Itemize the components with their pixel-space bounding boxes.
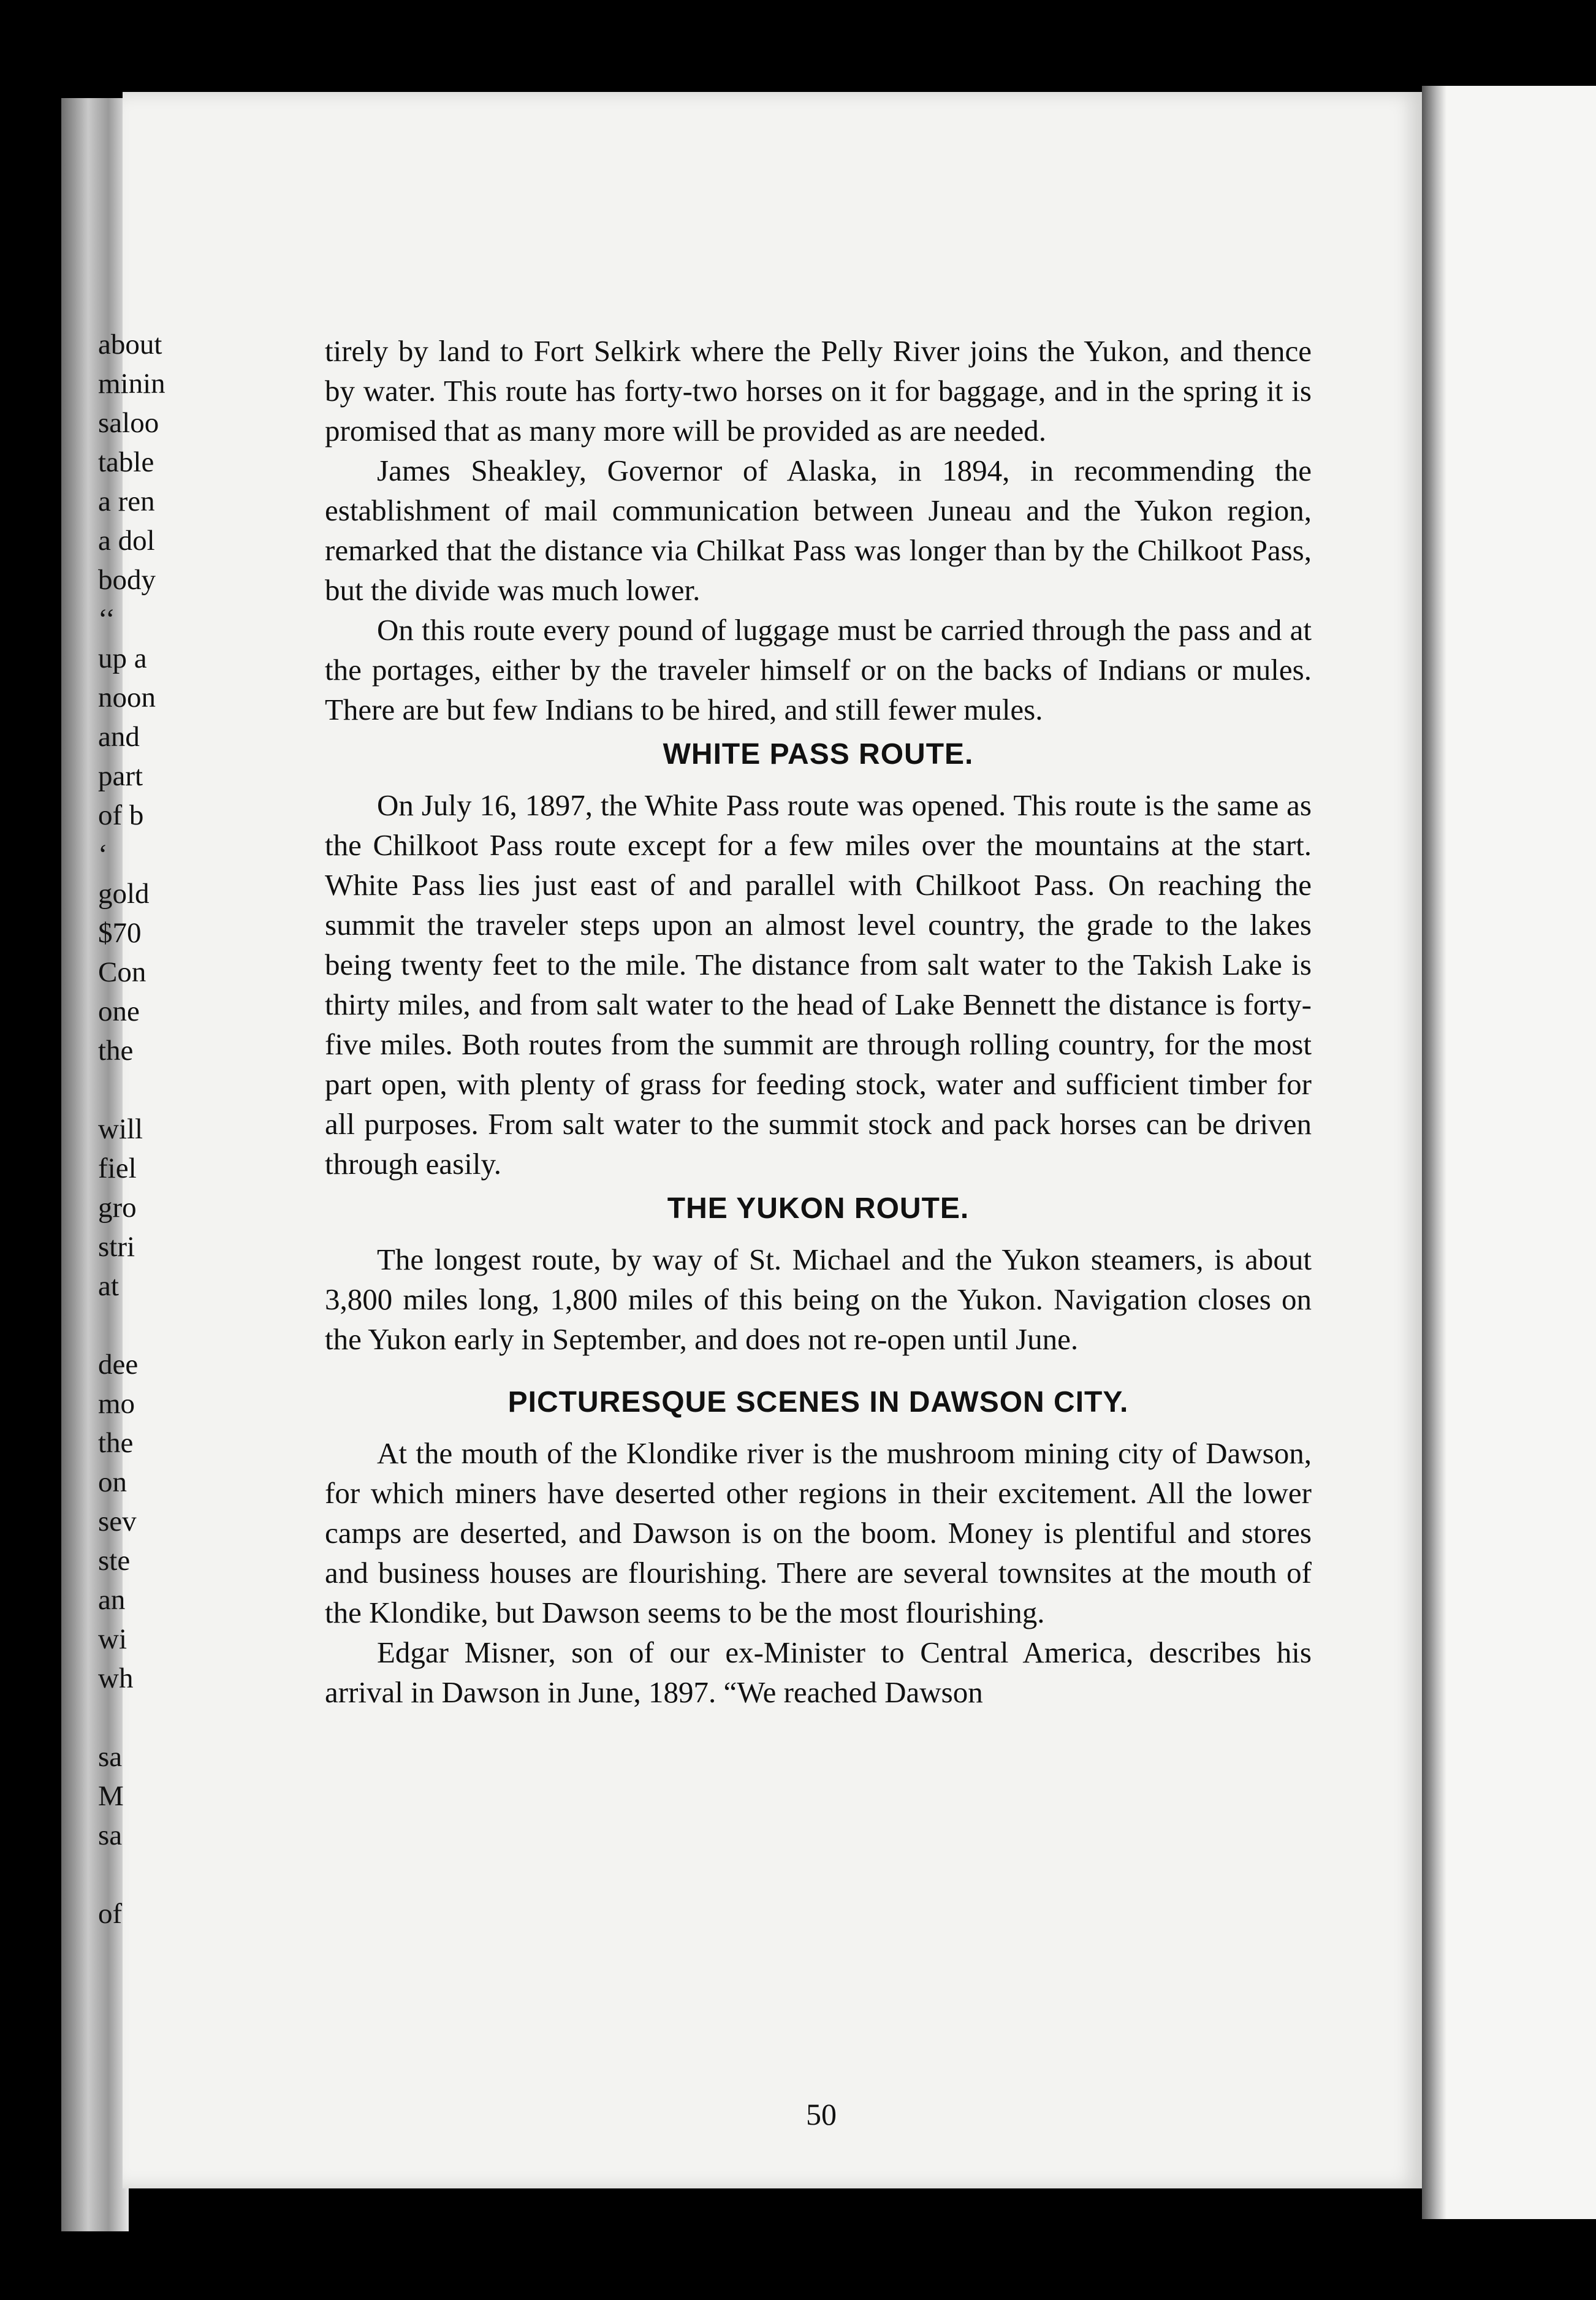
text-fragment: table	[98, 446, 154, 478]
text-fragment: will	[98, 1113, 143, 1145]
paragraph: On July 16, 1897, the White Pass route was opened. This route is the same as the Chilkoot Pass route except for a few miles over the mountains at the start. White Pass lies just east of and parallel with Chilkoot Pass. On reaching the summit the traveler steps upon an almost level country, the grade to the lakes being twenty feet to the mile. The distance from salt water to the Takish Lake is thirty miles, and from salt water to the head of Lake Bennett the distance is forty-five miles. Both routes from the summit are through rolling country, for the most part open, with plenty of grass for feeding stock, water and sufficient timber for all purposes. From salt water to the summit stock and pack horses can be driven through easily.	[325, 788, 1312, 1181]
section-heading-dawson-city: PICTURESQUE SCENES IN DAWSON CITY.	[507, 1386, 1129, 1418]
text-fragment	[98, 1855, 221, 1894]
section-heading-white-pass: WHITE PASS ROUTE.	[663, 738, 974, 771]
text-fragment: sev	[98, 1506, 137, 1537]
text-fragment: about	[98, 329, 162, 360]
text-fragment: Con	[98, 956, 146, 988]
text-fragment: the	[98, 1427, 134, 1459]
text-fragment: a dol	[98, 525, 155, 557]
text-fragment: body	[98, 564, 156, 596]
text-fragment: on	[98, 1466, 127, 1498]
text-fragment: an	[98, 1584, 126, 1616]
text-fragment: a ren	[98, 486, 155, 517]
text-fragment: sa	[98, 1819, 123, 1851]
text-fragment: the	[98, 1035, 134, 1067]
text-fragment: ‘‘	[98, 603, 115, 635]
text-fragment: part	[98, 760, 143, 792]
text-fragment: one	[98, 996, 140, 1027]
text-fragment: fiel	[98, 1152, 137, 1184]
text-fragment: mo	[98, 1388, 135, 1420]
text-fragment: gro	[98, 1192, 137, 1224]
text-fragment: wi	[98, 1623, 127, 1655]
paragraph: tirely by land to Fort Selkirk where the Pelly River joins the Yukon, and thence by water. This route has forty-two horses on it for baggage, and in the spring it is promised that as many more will be provided as are needed.	[325, 334, 1312, 447]
text-fragment: up a	[98, 642, 147, 674]
text-fragment	[98, 1070, 221, 1110]
text-fragment: $70	[98, 917, 142, 949]
text-fragment: gold	[98, 878, 150, 910]
paragraph: On this route every pound of luggage must be carried through the pass and at the portages, either by the traveler himself or on the backs of Indians or mules. There are but few Indians to be hired, and still fewer mules.	[325, 613, 1312, 726]
text-fragment: ste	[98, 1545, 131, 1577]
text-fragment: stri	[98, 1231, 135, 1263]
text-fragment: wh	[98, 1662, 134, 1694]
text-fragment	[98, 1306, 221, 1345]
paragraph: Edgar Misner, son of our ex-Minister to Central America, describes his arrival in Dawson in June, 1897. “We reached Dawson	[325, 1636, 1312, 1709]
paragraph: The longest route, by way of St. Michael and the Yukon steamers, is about 3,800 miles long, 1,800 miles of this being on the Yukon. Navigation closes on the Yukon early in September, and does not re-open until June.	[325, 1243, 1312, 1356]
text-fragment: saloo	[98, 407, 159, 439]
text-fragment: noon	[98, 682, 156, 714]
text-fragment: dee	[98, 1349, 139, 1380]
right-page-text-fragments	[98, 325, 221, 1933]
text-fragment: of	[98, 1898, 123, 1930]
text-fragment: at	[98, 1270, 119, 1302]
text-fragment: minin	[98, 368, 165, 400]
text-fragment: sa	[98, 1741, 123, 1773]
text-fragment: ‘	[98, 839, 108, 870]
right-page	[1422, 86, 1596, 2219]
paragraph: James Sheakley, Governor of Alaska, in 1894, in recommending the establishment of mail communication between Juneau and the Yukon region, remarked that the distance via Chilkat Pass was longer than by the Chilkoot Pass, but the divide was much lower.	[325, 454, 1312, 607]
paragraph: At the mouth of the Klondike river is the mushroom mining city of Dawson, for which miners have deserted other regions in their excitement. All the lower camps are deserted, and Dawson is on the boom. Money is plentiful and stores and business houses are flourishing. There are several townsites at the mouth of the Klondike, but Dawson seems to be the most flourishing.	[325, 1436, 1312, 1629]
text-fragment: of b	[98, 799, 144, 831]
section-heading-yukon-route: THE YUKON ROUTE.	[667, 1192, 970, 1225]
text-fragment: M	[98, 1780, 124, 1812]
text-fragment: and	[98, 721, 140, 753]
text-fragment	[98, 1698, 221, 1737]
page-gutter	[1422, 86, 1446, 2219]
page-number: 50	[806, 2097, 837, 2131]
left-page-text	[325, 331, 1312, 1712]
